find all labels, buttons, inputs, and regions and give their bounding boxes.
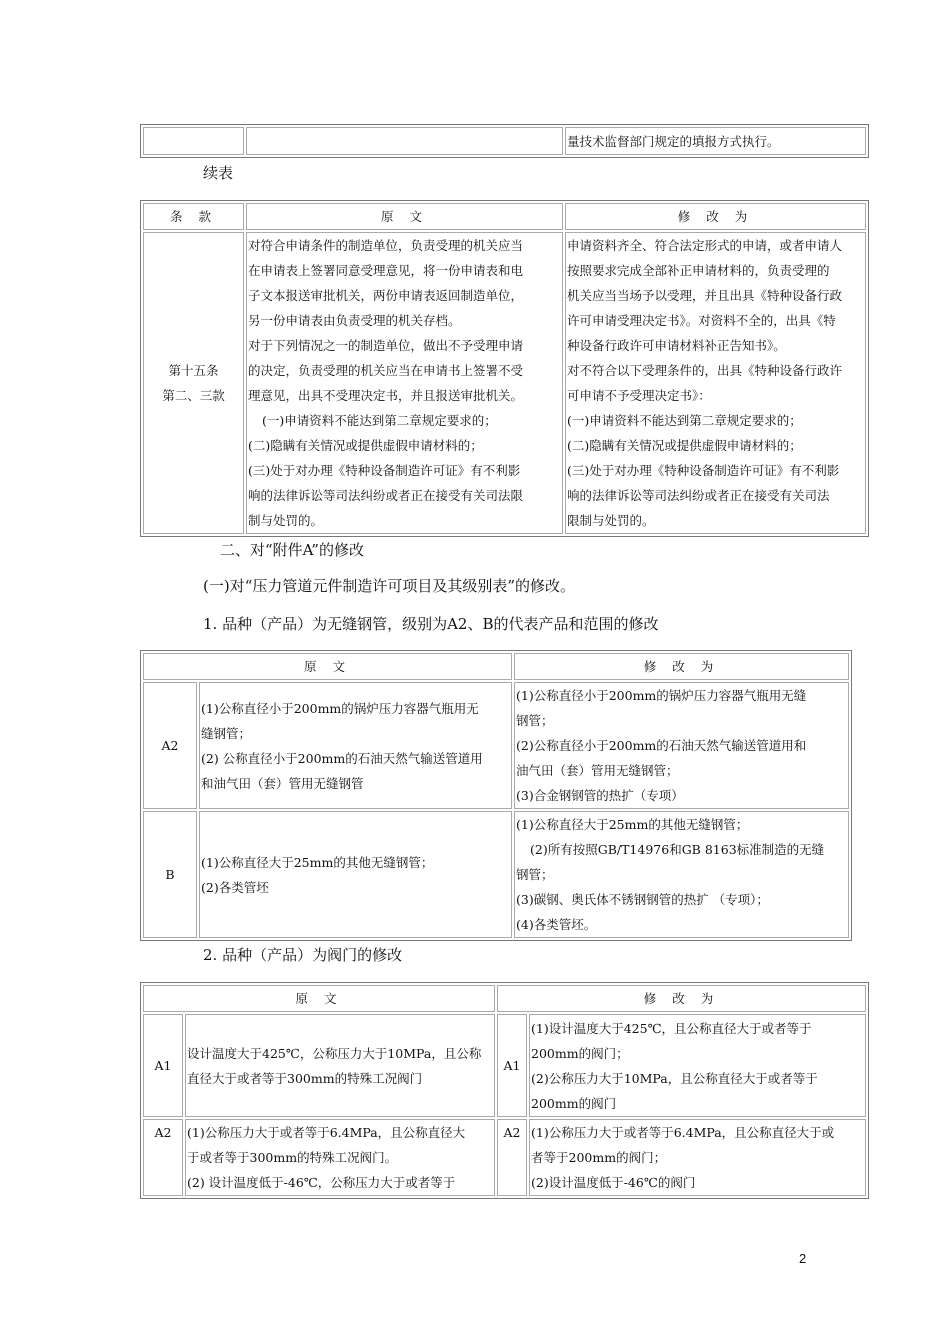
original-line: 理意见，出具不受理决定书，并且报送审批机关。 (248, 388, 524, 403)
original-line: 设计温度大于425℃，公称压力大于10MPa，且公称 (187, 1045, 482, 1061)
revised-line: (二)隐瞒有关情况或提供虚假申请材料的； (567, 438, 802, 453)
original-line: 于或者等于300mm的特殊工况阀门。 (187, 1150, 398, 1165)
clause-line: 第二、三款 (162, 388, 225, 403)
revised-line: 限制与处罚的。 (567, 513, 655, 528)
revised-line: (1)公称直径小于200mm的锅炉压力容器气瓶用无缝 (516, 688, 807, 703)
revised-line: 者等于200mm的阀门； (531, 1150, 667, 1165)
revised-line: 油气田（套）管用无缝钢管； (516, 763, 679, 778)
revised-line: (三)处于对办理《特种设备制造许可证》有不利影 (567, 463, 840, 478)
level-cell: A2 (497, 1119, 527, 1196)
revised-text-cell (529, 1119, 866, 1196)
original-line: 对符合申请条件的制造单位，负责受理的机关应当 (248, 238, 524, 253)
level-cell: A2 (143, 1119, 183, 1196)
header-revised: 修 改 为 (514, 653, 849, 680)
revised-line: 机关应当当场予以受理，并且出具《特种设备行政 (567, 288, 843, 303)
revised-text-cell (565, 232, 866, 534)
section-heading-annex-a: 二、对“附件A”的修改 (220, 541, 364, 559)
revised-line: 响的法律诉讼等司法纠纷或者正在接受有关司法 (567, 488, 830, 503)
revised-line: 200mm的阀门； (531, 1045, 629, 1061)
revised-line: (1)设计温度大于425℃，且公称直径大于或者等于 (531, 1020, 812, 1036)
page-number: 2 (799, 1251, 807, 1266)
revised-text-cell (514, 682, 849, 809)
original-line: 制与处罚的。 (248, 513, 324, 528)
item-heading-seamless-pipe: 1. 品种（产品）为无缝钢管，级别为A2、B的代表产品和范围的修改 (203, 615, 659, 633)
revised-line: (2)所有按照GB/T14976和GB 8163标准制造的无缝 (530, 842, 825, 857)
original-line: 对于下列情况之一的制造单位，做出不予受理申请 (248, 338, 524, 353)
level-cell: B (143, 811, 197, 938)
revised-text-cell (514, 811, 849, 938)
original-line: 直径大于或者等于300mm的特殊工况阀门 (187, 1070, 423, 1086)
continuation-text: 量技术监督部门规定的填报方式执行。 (565, 127, 866, 155)
original-line: (1)公称直径大于25mm的其他无缝钢管； (201, 854, 434, 870)
header-revised: 修 改 为 (565, 203, 866, 230)
original-line: (二)隐瞒有关情况或提供虚假申请材料的； (248, 438, 483, 453)
revised-line: (2)公称压力大于10MPa，且公称直径大于或者等于 (531, 1070, 818, 1086)
original-text-cell (185, 1119, 495, 1196)
header-original: 原 文 (143, 653, 512, 680)
revised-line: (1)公称直径大于25mm的其他无缝钢管； (516, 817, 749, 832)
continuation-table (140, 124, 869, 158)
revised-line: (4)各类管坯。 (516, 917, 597, 932)
level-cell: A1 (497, 1014, 527, 1117)
revised-line: 200mm的阀门 (531, 1095, 617, 1111)
revised-line: (2)公称直径小于200mm的石油天然气输送管道用和 (516, 738, 807, 753)
original-line: 的决定，负责受理的机关应当在申请书上签署不受 (248, 363, 524, 378)
original-line: (2) 设计温度低于-46℃，公称压力大于或者等于 (187, 1175, 456, 1190)
revised-line: (一)申请资料不能达到第二章规定要求的； (567, 413, 802, 428)
revised-line: 许可申请受理决定书》。对资料不全的，出具《特 (567, 313, 836, 328)
level-cell: A1 (143, 1014, 183, 1117)
revised-line: 按照要求完成全部补正申请材料的，负责受理的 (567, 263, 830, 278)
original-line: (1)公称直径小于200mm的锅炉压力容器气瓶用无 (201, 700, 479, 716)
valve-table (140, 982, 869, 1199)
revised-line: 钢管； (516, 867, 554, 882)
original-line: 子文本报送审批机关，两份申请表返回制造单位， (248, 288, 524, 303)
seamless-pipe-table (140, 650, 852, 941)
header-original: 原 文 (143, 985, 495, 1012)
header-original: 原 文 (246, 203, 563, 230)
original-line: 和油气田（套）管用无缝钢管 (201, 775, 364, 791)
clause-line: 第十五条 (168, 363, 219, 378)
original-line: 缝钢管； (201, 725, 252, 741)
original-line: (三)处于对办理《特种设备制造许可证》有不利影 (248, 463, 521, 478)
continued-label: 续表 (203, 164, 234, 182)
revised-line: (1)公称压力大于或者等于6.4MPa，且公称直径大于或 (531, 1125, 835, 1140)
revised-line: 申请资料齐全、符合法定形式的申请，或者申请人 (567, 238, 843, 253)
original-line: (2) 公称直径小于200mm的石油天然气输送管道用 (201, 750, 483, 766)
original-text-cell (185, 1014, 495, 1117)
item-heading-valve: 2. 品种（产品）为阀门的修改 (203, 946, 403, 964)
original-line: (一)申请资料不能达到第二章规定要求的； (262, 413, 497, 428)
revised-line: 钢管； (516, 713, 554, 728)
header-revised: 修 改 为 (497, 985, 866, 1012)
revised-line: 种设备行政许可申请材料补正告知书》。 (567, 338, 786, 353)
revised-line: (2)设计温度低于-46℃的阀门 (531, 1175, 696, 1190)
original-line: 在申请表上签署同意受理意见，将一份申请表和电 (248, 263, 524, 278)
revised-line: 对不符合以下受理条件的，出具《特种设备行政许 (567, 363, 843, 378)
clause-cell (143, 232, 244, 534)
original-text-cell (246, 232, 563, 534)
clause-table (140, 200, 869, 537)
revised-line: (3)碳钢、奥氏体不锈钢钢管的热扩 （专项）； (516, 892, 769, 907)
original-line: 另一份申请表由负责受理的机关存档。 (248, 313, 461, 328)
continuation-empty-cell (246, 127, 563, 155)
subsection-heading: (一)对“压力管道元件制造许可项目及其级别表”的修改。 (203, 577, 576, 595)
level-cell: A2 (143, 682, 197, 809)
continuation-empty-cell (143, 127, 244, 155)
revised-text-cell (529, 1014, 866, 1117)
revised-line: (3)合金钢钢管的热扩（专项） (516, 788, 684, 803)
original-text-cell (199, 682, 512, 809)
original-line: (2)各类管坯 (201, 879, 269, 895)
original-text-cell (199, 811, 512, 938)
header-clause: 条 款 (143, 203, 244, 230)
original-line: (1)公称压力大于或者等于6.4MPa，且公称直径大 (187, 1125, 466, 1140)
original-line: 响的法律诉讼等司法纠纷或者正在接受有关司法限 (248, 488, 524, 503)
revised-line: 可申请不予受理决定书》： (567, 388, 711, 403)
